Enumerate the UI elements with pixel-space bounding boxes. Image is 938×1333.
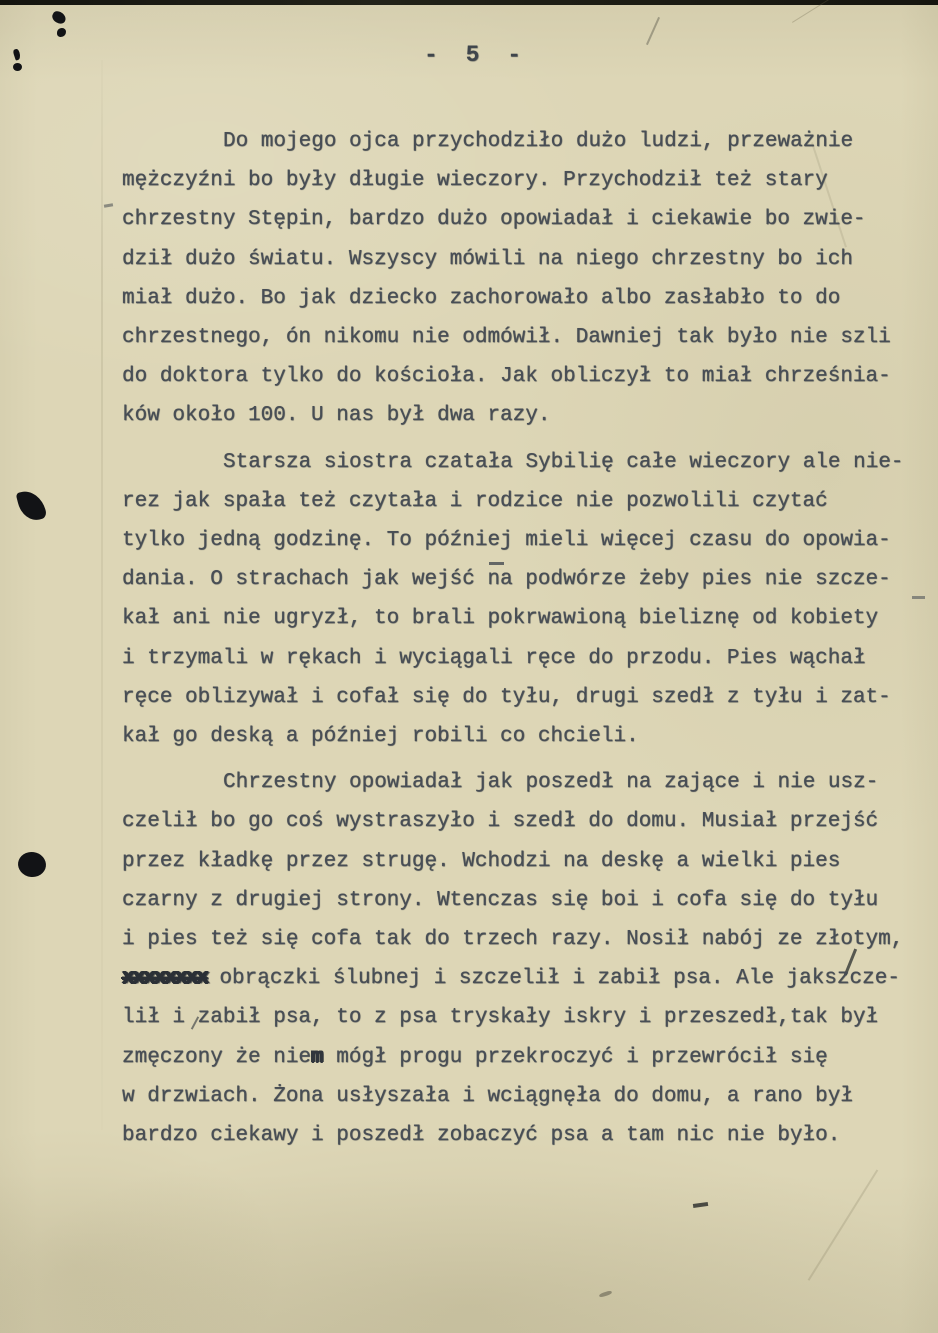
typewritten-line: w drzwiach. Żona usłyszała i wciągnęła do domu, a rano był xyxy=(122,1084,853,1108)
typewritten-line: i trzymali w rękach i wyciągali ręce do przodu. Pies wąchał xyxy=(122,646,866,670)
typewritten-line: czelił bo go coś wystraszyło i szedł do domu. Musiał przejść xyxy=(122,810,879,834)
typewritten-line: ręce oblizywał i cofał się do tyłu, drugi szedł z tyłu i zat- xyxy=(122,685,891,709)
typewritten-line xyxy=(122,1038,922,1077)
typewritten-line: chrzestny Stępin, bardzo dużo opowiadał i ciekawie bo zwie- xyxy=(122,208,866,232)
typewritten-line: przez kładkę przez strugę. Wchodzi na deskę a wielki pies xyxy=(122,849,841,873)
ink-dot-icon xyxy=(50,9,68,25)
paragraph xyxy=(122,763,922,1155)
ink-blob-icon xyxy=(16,487,48,523)
typewritten-line: dania. O strachach jak wejść na podwórze żeby pies nie szcze- xyxy=(122,568,891,592)
typewritten-line xyxy=(122,959,922,998)
typewritten-line: bardzo ciekawy i poszedł zobaczyć psa a tam nic nie było. xyxy=(122,1124,841,1148)
ink-comma-icon xyxy=(12,48,21,60)
typewritten-line: ków około 100. U nas był dwa razy. xyxy=(122,404,551,428)
overstruck-text: xxxxxxxx xyxy=(122,967,207,991)
page-number: - 5 - xyxy=(424,42,529,68)
pencil-dash-icon xyxy=(104,203,113,208)
text-segment: obrączki ślubnej i szczelił i zabił psa. Ale jakszcze- xyxy=(206,967,900,991)
text-segment: mógł progu przekroczyć i przewrócił się xyxy=(323,1045,828,1069)
typewritten-line: rez jak spała też czytała i rodzice nie pozwolili czytać xyxy=(122,489,828,513)
typewritten-line: czarny z drugiej strony. Wtenczas się boi i cofa się do tyłu xyxy=(122,888,879,912)
typewritten-line: mężczyźni bo były długie wieczory. Przychodził też stary xyxy=(122,169,828,193)
typewritten-line: Do mojego ojca przychodziło dużo ludzi, przeważnie xyxy=(223,130,854,153)
typewritten-line: lił i zabił psa, to z psa tryskały iskry i przeszedł,tak był xyxy=(122,1006,879,1030)
typewritten-line: i pies też się cofa tak do trzech razy. Nosił nabój ze złotym, xyxy=(122,928,904,952)
typewritten-line: kał ani nie ugryzł, to brali pokrwawioną bieliznę od kobiety xyxy=(122,607,879,631)
typewritten-line: kał go deską a później robili co chcieli. xyxy=(122,725,639,749)
text-segment: zmęczony że nie xyxy=(122,1045,312,1069)
paragraph xyxy=(122,122,922,436)
typewritten-line: tylko jedną godzinę. To później mieli więcej czasu do opowia- xyxy=(122,529,891,553)
paragraph xyxy=(122,443,922,757)
typewritten-line: dził dużo światu. Wszyscy mówili na niego chrzestny bo ich xyxy=(122,247,853,271)
overstruck-text: m xyxy=(311,1045,324,1069)
typewritten-text-block xyxy=(122,122,922,1162)
ink-round-dot-icon xyxy=(16,850,47,879)
pencil-dash-icon xyxy=(693,1202,708,1208)
typewritten-line: do doktora tylko do kościoła. Jak obliczył to miał chrześnia- xyxy=(122,365,891,389)
scan-edge xyxy=(0,0,938,5)
ink-dot-icon xyxy=(13,63,22,71)
typewritten-line: miał dużo. Bo jak dziecko zachorowało albo zasłabło to do xyxy=(122,286,841,310)
pencil-slash-icon xyxy=(646,17,660,45)
typewritten-line: chrzestnego, ón nikomu nie odmówił. Dawniej tak było nie szli xyxy=(122,326,891,350)
smudge-icon xyxy=(599,1290,613,1298)
typewritten-line: Starsza siostra czatała Sybilię całe wieczory ale nie- xyxy=(223,450,904,474)
ink-dot-icon xyxy=(57,28,66,37)
paper-crease xyxy=(101,60,103,1130)
paper-crease xyxy=(808,1169,878,1280)
typewritten-line: Chrzestny opowiadał jak poszedł na zające i nie usz- xyxy=(223,771,879,795)
